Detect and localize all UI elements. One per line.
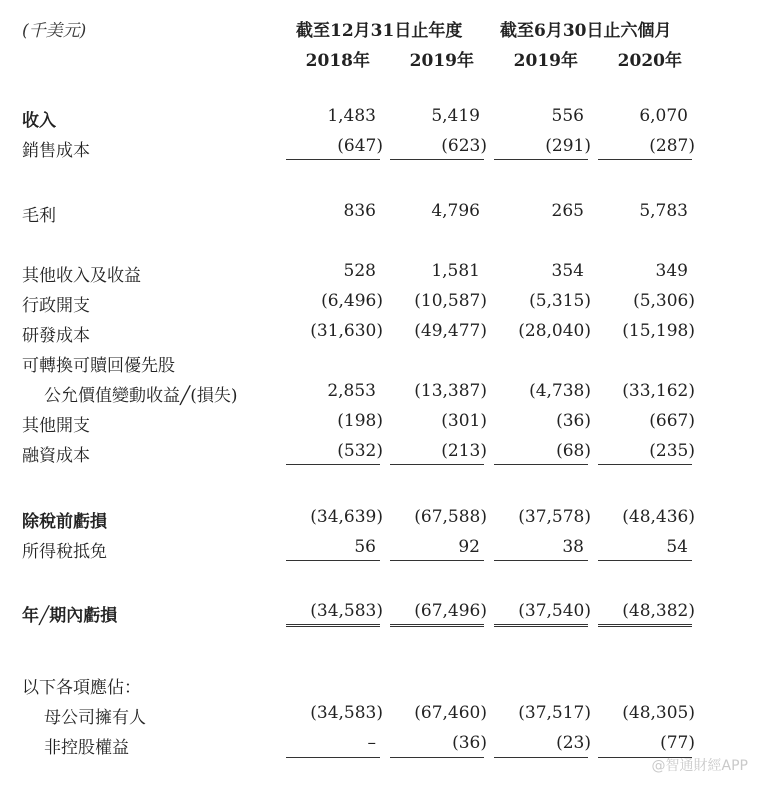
table-row [0, 507, 762, 535]
unit-label: (千美元) [22, 21, 87, 41]
cell-value: (532) [337, 441, 383, 461]
year-header: 2020年 [617, 51, 682, 71]
year-header: 2019年 [513, 51, 578, 71]
cell-value: 354 [551, 261, 584, 281]
cell-value: (67,496) [414, 601, 487, 621]
cell-value: (48,436) [622, 507, 695, 527]
cell-value: 528 [343, 261, 376, 281]
cell-value: (5,315) [529, 291, 591, 311]
cell-value: – [367, 733, 376, 753]
table-row [0, 291, 762, 319]
subtotal-rule [494, 757, 588, 758]
table-row [0, 411, 762, 439]
cell-value: (213) [441, 441, 487, 461]
row-label: 年╱期內虧損 [22, 606, 118, 626]
cell-value: (37,578) [518, 507, 591, 527]
row-label: 行政開支 [22, 296, 90, 316]
cell-value: 349 [655, 261, 688, 281]
cell-value: (49,477) [414, 321, 487, 341]
subtotal-rule [598, 159, 692, 160]
cell-value: 54 [666, 537, 688, 557]
cell-value: (36) [556, 411, 591, 431]
row-label: 其他收入及收益 [22, 266, 141, 286]
row-label: 母公司擁有人 [44, 708, 146, 728]
cell-value: (15,198) [622, 321, 695, 341]
subtotal-rule [598, 464, 692, 465]
total-double-rule [494, 624, 588, 631]
cell-value: (37,517) [518, 703, 591, 723]
row-label: 銷售成本 [22, 141, 90, 161]
cell-value: (5,306) [633, 291, 695, 311]
cell-value: (37,540) [518, 601, 591, 621]
subtotal-rule [494, 464, 588, 465]
cell-value: 56 [354, 537, 376, 557]
year-header: 2019年 [409, 51, 474, 71]
cell-value: (6,496) [321, 291, 383, 311]
row-label: 非控股權益 [44, 738, 129, 758]
table-row [0, 106, 762, 134]
row-label: 以下各項應佔： [22, 678, 141, 698]
subtotal-rule [286, 464, 380, 465]
row-label: 可轉換可贖回優先股 [22, 356, 175, 376]
cell-value: (301) [441, 411, 487, 431]
cell-value: (198) [337, 411, 383, 431]
row-label: 毛利 [22, 206, 56, 226]
cell-value: 1,581 [431, 261, 480, 281]
subtotal-rule [390, 464, 484, 465]
cell-value: 2,853 [327, 381, 376, 401]
cell-value: (48,382) [622, 601, 695, 621]
total-double-rule [598, 624, 692, 631]
row-label: 其他開支 [22, 416, 90, 436]
table-row [0, 673, 762, 701]
period-header-halfyear: 截至6月30日止六個月 [500, 21, 672, 41]
cell-value: 6,070 [639, 106, 688, 126]
cell-value: (647) [337, 136, 383, 156]
cell-value: 556 [551, 106, 584, 126]
cell-value: (235) [649, 441, 695, 461]
row-label: 研發成本 [22, 326, 90, 346]
cell-value: (4,738) [529, 381, 591, 401]
cell-value: (23) [556, 733, 591, 753]
cell-value: 5,419 [431, 106, 480, 126]
watermark: @智通財經APP [651, 758, 748, 774]
cell-value: 38 [562, 537, 584, 557]
cell-value: (33,162) [622, 381, 695, 401]
cell-value: (77) [660, 733, 695, 753]
cell-value: (13,387) [414, 381, 487, 401]
subtotal-rule [390, 560, 484, 561]
period-header-year: 截至12月31日止年度 [296, 21, 463, 41]
subtotal-rule [494, 560, 588, 561]
total-double-rule [286, 624, 380, 631]
cell-value: 836 [343, 201, 376, 221]
table-row [0, 703, 762, 731]
table-row [0, 381, 762, 409]
row-label: 除稅前虧損 [22, 512, 107, 532]
row-label: 所得稅抵免 [22, 542, 107, 562]
subtotal-rule [286, 560, 380, 561]
cell-value: 92 [458, 537, 480, 557]
table-row [0, 321, 762, 349]
cell-value: 5,783 [639, 201, 688, 221]
subtotal-rule [390, 757, 484, 758]
subtotal-rule [286, 757, 380, 758]
cell-value: (36) [452, 733, 487, 753]
cell-value: (67,588) [414, 507, 487, 527]
cell-value: 4,796 [431, 201, 480, 221]
cell-value: (34,583) [310, 601, 383, 621]
row-label: 收入 [22, 111, 56, 131]
cell-value: (34,583) [310, 703, 383, 723]
cell-value: (291) [545, 136, 591, 156]
subtotal-rule [494, 159, 588, 160]
table-row [0, 201, 762, 229]
cell-value: (667) [649, 411, 695, 431]
subtotal-rule [286, 159, 380, 160]
cell-value: 265 [551, 201, 584, 221]
cell-value: (67,460) [414, 703, 487, 723]
table-row [0, 261, 762, 289]
table-row [0, 351, 762, 379]
cell-value: (287) [649, 136, 695, 156]
cell-value: (68) [556, 441, 591, 461]
cell-value: (34,639) [310, 507, 383, 527]
cell-value: (10,587) [414, 291, 487, 311]
cell-value: (31,630) [310, 321, 383, 341]
cell-value: (28,040) [518, 321, 591, 341]
cell-value: (623) [441, 136, 487, 156]
cell-value: 1,483 [327, 106, 376, 126]
total-double-rule [390, 624, 484, 631]
subtotal-rule [598, 560, 692, 561]
subtotal-rule [390, 159, 484, 160]
cell-value: (48,305) [622, 703, 695, 723]
row-label: 融資成本 [22, 446, 90, 466]
year-header: 2018年 [305, 51, 370, 71]
row-label: 公允價值變動收益╱(損失) [44, 386, 238, 406]
